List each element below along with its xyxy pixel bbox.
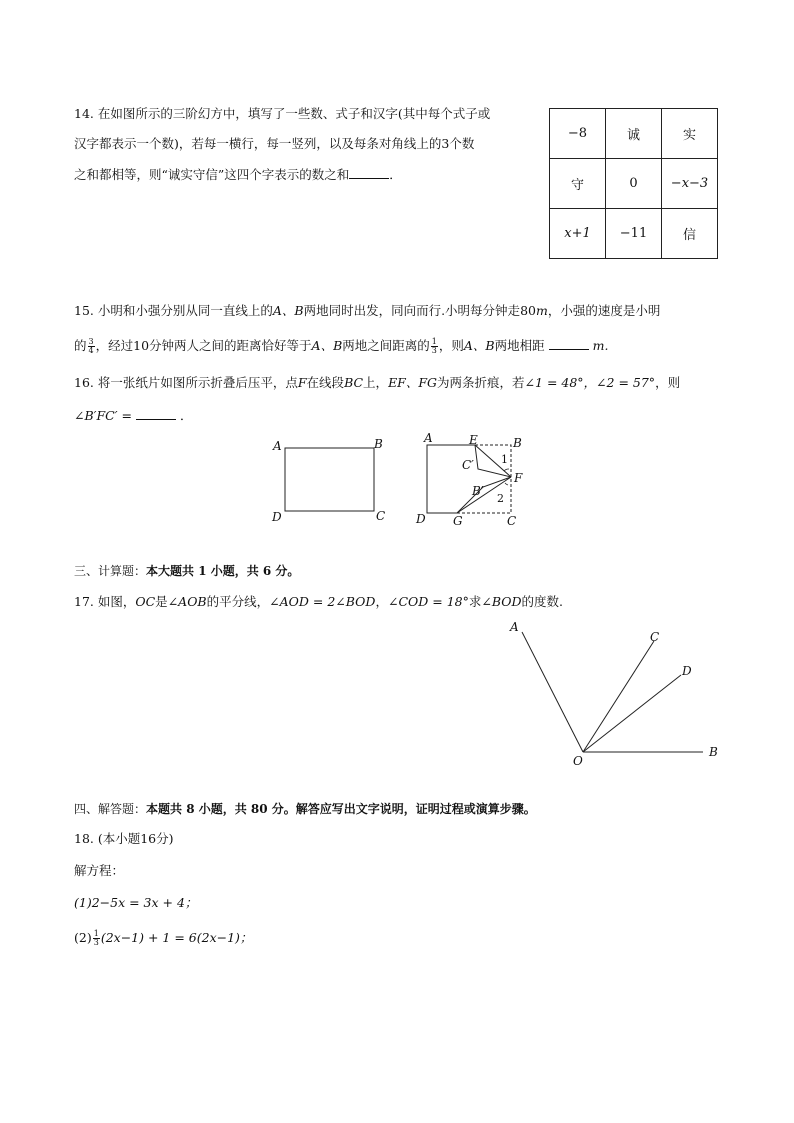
q16-text: 上，: [363, 375, 389, 390]
fraction-denominator: 3: [431, 346, 437, 355]
q15-math: m: [535, 303, 548, 318]
angle-2-arc: [505, 483, 508, 485]
q15-math: 10: [133, 338, 150, 353]
q17-line: [74, 592, 563, 612]
q15-math: A、B: [311, 338, 343, 353]
magic-cell: −8: [550, 109, 606, 159]
q17-text: ，: [375, 594, 388, 609]
label-angle-1: 1: [501, 453, 508, 466]
label-angle-2: 2: [497, 492, 504, 505]
q18-eq2-prefix: (2): [74, 930, 92, 945]
section-3-heading: [74, 561, 299, 581]
q14-line-3: [74, 165, 402, 185]
q17-text: 的平分线，: [206, 594, 270, 609]
q16-math: BC: [344, 375, 364, 390]
label-E: E: [469, 433, 478, 447]
q17-text: 的度数.: [521, 594, 564, 609]
label-B2: B: [513, 436, 522, 450]
ray-od: [583, 675, 681, 752]
label-A2: A: [424, 431, 433, 445]
label-C: C: [376, 509, 386, 523]
label-D: D: [682, 664, 692, 678]
section-3-desc: 本大题共 1 小题，共 6 分。: [146, 564, 300, 578]
q16-answer-blank[interactable]: [136, 407, 176, 420]
q16-line-2: [74, 406, 193, 426]
q14-line-3-end: ．: [389, 167, 402, 182]
label-C: C: [650, 630, 660, 644]
q15-text: 分钟两人之间的距离恰好等于: [149, 338, 312, 353]
label-B: B: [709, 745, 718, 759]
q18-title: 18. (本小题16分): [74, 831, 174, 846]
q15-math: A、B: [272, 303, 304, 318]
q16-text: ．: [180, 408, 193, 423]
fraction-numerator: 1: [431, 337, 437, 346]
fraction-denominator: 3: [93, 938, 99, 947]
q14-line-1: 14. 在如图所示的三阶幻方中，填写了一些数、式子和汉字(其中每个式子或: [74, 106, 491, 121]
label-F: F: [514, 471, 523, 485]
label-O: O: [573, 754, 583, 768]
q16-text: 为两条折痕，若: [437, 375, 525, 390]
q16-line-1: [74, 373, 680, 393]
magic-cell: 实: [662, 109, 718, 159]
q16-math: F: [297, 375, 307, 390]
rectangle-abcd: [285, 448, 374, 511]
q15-text: 两地之间距离的: [342, 338, 430, 353]
fraction-numerator: 3: [88, 337, 94, 346]
q17-text: 求: [468, 594, 482, 609]
ray-oa: [522, 632, 583, 752]
q15-text: 15. 小明和小强分别从同一直线上的: [74, 303, 273, 318]
q15-text: ，则: [438, 338, 464, 353]
q14-line-3-text: 之和都相等，则“诚实守信”这四个字表示的数之和: [74, 167, 350, 182]
q17-math: ∠COD = 18°: [387, 594, 469, 609]
q15-line-2: [74, 336, 608, 356]
q15-text: 的: [74, 338, 87, 353]
q18-equation-2: [74, 928, 252, 948]
q17-math: ∠AOD = 2∠BOD: [269, 594, 376, 609]
q17-math: ∠AOB: [167, 594, 207, 609]
section-4-prefix: 四、解答题：: [74, 802, 147, 816]
fraction: [93, 930, 100, 947]
fraction-numerator: 1: [93, 929, 99, 938]
angle-1-arc: [504, 469, 509, 471]
q14-line-2: 汉字都表示一个数)，若每一横行，每一竖列，以及每条对角线上的3个数: [74, 136, 475, 151]
magic-cell: 诚: [606, 109, 662, 159]
magic-cell: 守: [550, 159, 606, 209]
q15-text: 两地相距: [494, 338, 545, 353]
label-B: B: [374, 437, 383, 451]
q17-text: 是: [155, 594, 168, 609]
q14-answer-blank[interactable]: [349, 166, 389, 179]
label-D2: D: [416, 512, 426, 526]
q15-text: ，小强的速度是小明: [547, 303, 661, 318]
section-3-prefix: 三、计算题：: [74, 564, 147, 578]
q16-text: 在线段: [306, 375, 345, 390]
fraction: [88, 338, 95, 355]
magic-cell: −x−3: [662, 159, 718, 209]
q15-math: 80: [520, 303, 536, 318]
q15-line-1: [74, 301, 660, 321]
q16-math: EF、FG: [388, 375, 438, 390]
ray-oc: [583, 641, 654, 752]
q15-text: ，经过: [95, 338, 134, 353]
q16-text: ，则: [655, 375, 681, 390]
q18-eq2-body: (2x−1) + 1 = 6(2x−1)；: [100, 930, 253, 945]
magic-cell: 信: [662, 209, 718, 259]
q18-equation-1: (1)2−5x = 3x + 4；: [74, 895, 198, 910]
magic-cell: −11: [606, 209, 662, 259]
fraction-denominator: 4: [88, 346, 94, 355]
q17-math: OC: [135, 594, 156, 609]
label-C2: C: [507, 514, 517, 528]
q17-math: ∠BOD: [481, 594, 522, 609]
q15-math: m.: [592, 338, 609, 353]
label-A: A: [510, 620, 519, 634]
section-4-heading: [74, 799, 536, 819]
magic-square-table: [549, 108, 718, 259]
section-4-desc: 本题共 8 小题，共 80 分。解答应写出文字说明，证明过程或演算步骤。: [146, 802, 536, 816]
label-C-prime: C′: [462, 458, 474, 472]
magic-cell: x+1: [550, 209, 606, 259]
label-G: G: [453, 514, 463, 528]
q16-math: ∠B′FC′ =: [74, 408, 133, 423]
q15-answer-blank[interactable]: [549, 337, 589, 350]
fraction: [431, 338, 438, 355]
q16-text: 16. 将一张纸片如图所示折叠后压平，点: [74, 375, 298, 390]
q16-math: ∠1 = 48°，∠2 = 57°: [524, 375, 656, 390]
q18-instruction: 解方程：: [74, 863, 125, 878]
magic-cell: 0: [606, 159, 662, 209]
label-D: D: [272, 510, 282, 524]
label-B-prime: B′: [472, 484, 484, 498]
q16-folding-figures: [260, 425, 560, 535]
q15-math: A、B: [463, 338, 495, 353]
q17-angle-figure: [500, 615, 730, 775]
q17-text: 17. 如图，: [74, 594, 136, 609]
label-A: A: [273, 439, 282, 453]
q15-text: 两地同时出发，同向而行.小明每分钟走: [303, 303, 521, 318]
